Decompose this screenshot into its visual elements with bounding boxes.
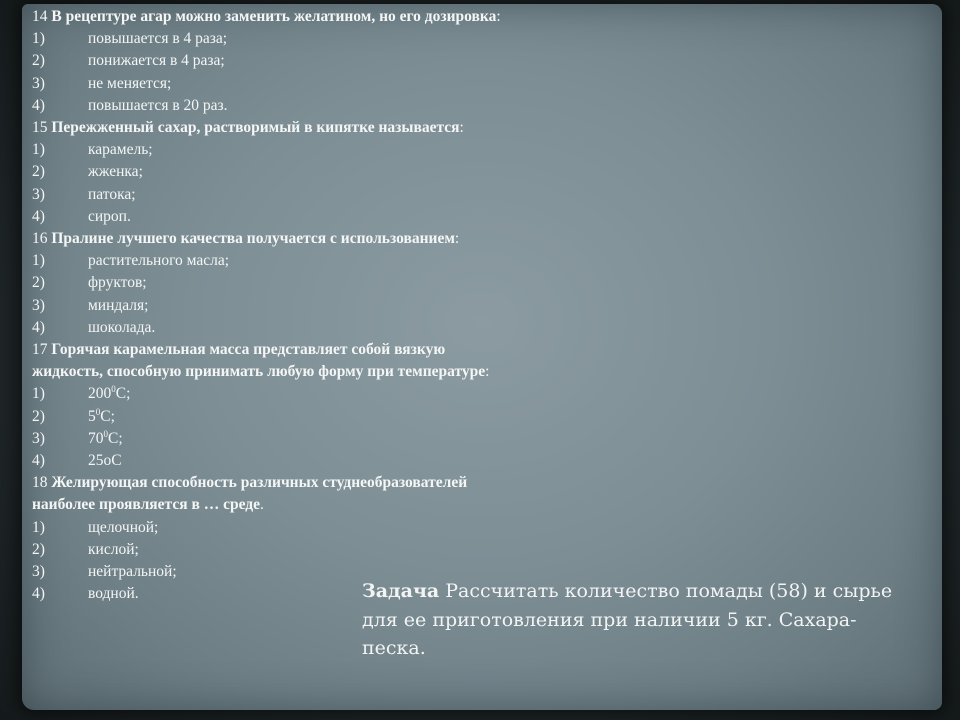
option-text (88, 250, 229, 272)
degree-superscript: 0 (103, 428, 108, 439)
answer-option (32, 383, 602, 405)
option-value: повышается в 4 раза; (88, 30, 228, 48)
question-14 (32, 6, 602, 117)
question-text-line (32, 472, 602, 494)
option-value: не меняется; (88, 74, 172, 92)
questions-list (32, 6, 602, 605)
option-value: миндаля; (88, 296, 149, 314)
option-number: 3) (32, 185, 45, 203)
question-16 (32, 228, 602, 339)
question-text-line (32, 6, 602, 28)
option-value: растительного масла; (88, 252, 230, 270)
question-text-line (32, 361, 602, 383)
option-value: нейтральной; (88, 563, 177, 581)
question-15 (32, 117, 602, 228)
question-text: Горячая карамельная масса представляет собой вязкую (51, 341, 446, 359)
option-text (88, 317, 155, 339)
question-number: 17 (32, 341, 48, 359)
question-number: 18 (32, 474, 48, 492)
option-value: щелочной; (88, 518, 159, 536)
option-number: 4) (32, 318, 45, 336)
question-17 (32, 339, 602, 472)
question-text: В рецептуре агар можно заменить желатином, но его дозировка (51, 8, 497, 25)
option-number: 2) (32, 274, 45, 292)
answer-option (32, 250, 602, 272)
question-text-line (32, 494, 602, 516)
option-number: 2) (32, 52, 45, 70)
option-text (88, 539, 139, 561)
answer-option (32, 73, 602, 95)
option-number: 2) (32, 407, 45, 425)
option-text (88, 161, 143, 183)
option-text (88, 184, 136, 206)
answer-option (32, 295, 602, 317)
option-number: 3) (32, 563, 45, 581)
option-value: карамель; (88, 141, 153, 159)
answer-option (32, 272, 602, 294)
degree-superscript: 0 (111, 384, 116, 395)
option-text (88, 95, 228, 117)
answer-option (32, 317, 602, 339)
option-text (88, 517, 158, 539)
option-text (88, 383, 130, 405)
question-punctuation: : (459, 119, 464, 137)
answer-option (32, 161, 602, 183)
task-title: Задача (362, 580, 440, 602)
option-text (88, 206, 131, 228)
option-value: 5 (88, 407, 96, 425)
option-value: 25оС (88, 452, 122, 470)
option-value: понижается в 4 раза; (88, 52, 225, 70)
option-text (88, 428, 123, 450)
question-punctuation: : (496, 8, 501, 25)
option-number: 1) (32, 385, 45, 403)
option-text (88, 450, 122, 472)
option-text (88, 50, 225, 72)
answer-option (32, 184, 602, 206)
option-number: 4) (32, 207, 45, 225)
option-unit: С; (108, 429, 123, 447)
option-number: 2) (32, 163, 45, 181)
option-value: фруктов; (88, 274, 147, 292)
answer-option (32, 95, 602, 117)
option-text (88, 28, 227, 50)
option-text (88, 139, 153, 161)
answer-option (32, 428, 602, 450)
option-value: 200 (88, 385, 112, 403)
option-text (88, 73, 171, 95)
option-value: сироп. (88, 207, 131, 225)
option-value: 70 (88, 429, 104, 447)
question-text: Пережженный сахар, растворимый в кипятке называется (51, 119, 460, 137)
option-number: 1) (32, 518, 45, 536)
option-value: водной. (88, 585, 139, 603)
question-text-line (32, 339, 602, 361)
question-text: наиболее проявляется в … среде (32, 496, 261, 514)
degree-superscript: 0 (95, 406, 101, 417)
option-value: кислой; (88, 540, 139, 558)
answer-option (32, 406, 602, 428)
question-punctuation: : (454, 230, 460, 248)
option-number: 3) (32, 429, 45, 447)
option-text (88, 272, 147, 294)
option-value: шоколада. (88, 318, 156, 336)
question-number: 15 (32, 119, 48, 137)
option-unit: С; (115, 385, 131, 403)
task-text: Рассчитать количество помады (58) и сырье для ее приготовления при наличии 5 кг. Сахара-песка. (362, 580, 893, 659)
option-number: 3) (32, 74, 45, 92)
option-number: 1) (32, 30, 45, 48)
answer-option (32, 50, 602, 72)
option-number: 4) (32, 585, 45, 603)
option-number: 4) (32, 96, 45, 114)
question-text-line (32, 228, 602, 250)
option-number: 4) (32, 452, 45, 470)
option-number: 1) (32, 141, 45, 159)
option-number: 2) (32, 540, 45, 558)
answer-option (32, 450, 602, 472)
question-text: Желирующая способность различных студнеобразователей (51, 474, 468, 492)
option-unit: С; (100, 407, 115, 425)
question-text: Пралине лучшего качества получается с использованием (51, 230, 455, 248)
answer-option (32, 539, 602, 561)
option-value: патока; (88, 185, 136, 203)
question-punctuation: : (485, 363, 490, 381)
question-text: жидкость, способную принимать любую форму при температуре (32, 363, 486, 381)
option-number: 1) (32, 252, 45, 270)
option-number: 3) (32, 296, 45, 314)
option-text (88, 561, 177, 583)
question-punctuation: . (260, 496, 264, 514)
answer-option (32, 206, 602, 228)
answer-option (32, 517, 602, 539)
option-text (88, 583, 139, 605)
task-block (362, 577, 902, 663)
answer-option (32, 28, 602, 50)
question-number: 14 (32, 8, 48, 25)
option-text (88, 406, 115, 428)
option-value: жженка; (88, 163, 143, 181)
answer-option (32, 139, 602, 161)
option-value: повышается в 20 раз. (88, 96, 228, 114)
option-text (88, 295, 148, 317)
question-text-line (32, 117, 602, 139)
question-number: 16 (32, 230, 48, 248)
